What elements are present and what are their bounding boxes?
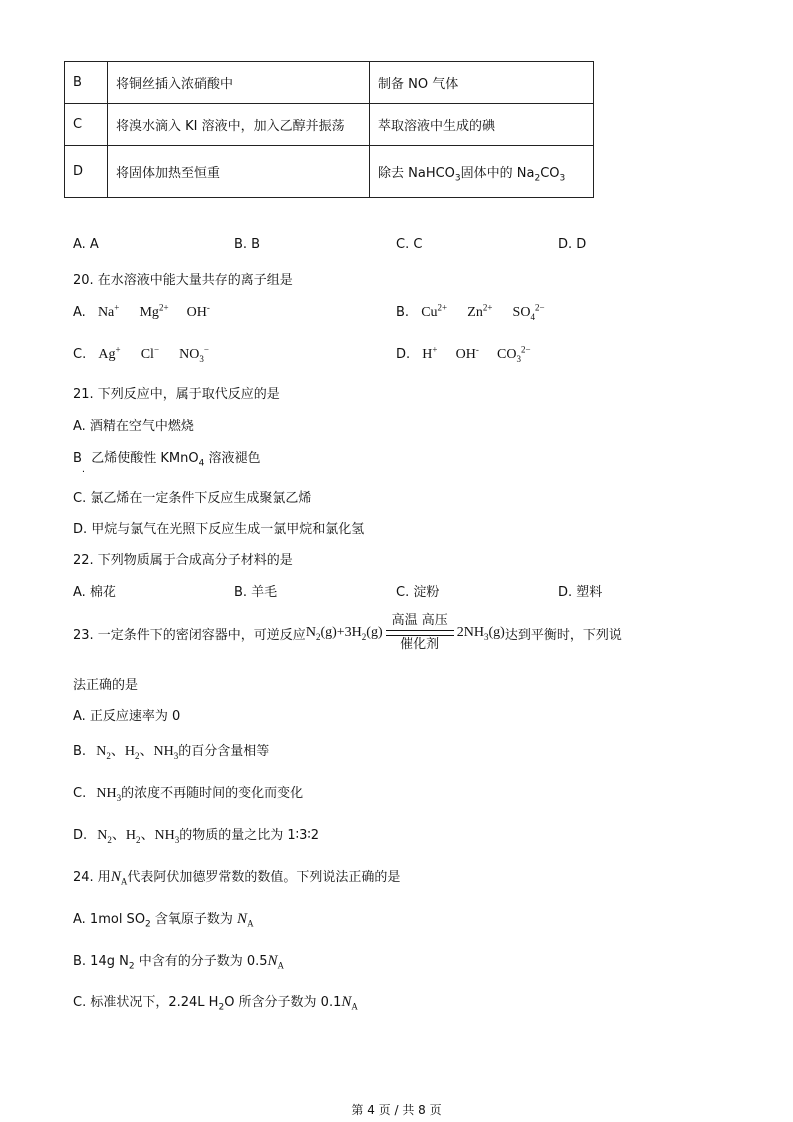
subscript: A	[120, 876, 128, 887]
text: 中含有的分子数为 0.5	[134, 954, 268, 969]
q20-option-c	[73, 344, 209, 364]
q19-option-b: B. B	[234, 237, 261, 252]
row-operation: 将固体加热至恒重	[108, 146, 370, 198]
subscript: 2	[128, 961, 135, 972]
row-key: C	[65, 104, 108, 146]
subscript: 2	[136, 834, 141, 845]
q24-option-c	[73, 991, 358, 1011]
charge: +	[432, 344, 438, 355]
q23-stem	[73, 613, 622, 653]
text: 溶液褪色	[204, 451, 261, 466]
row-goal: 萃取溶液中生成的碘	[370, 104, 594, 146]
q20-option-a	[73, 302, 210, 321]
q19-option-d: D. D	[558, 237, 587, 252]
text: N	[305, 625, 316, 640]
text: 、H	[110, 744, 135, 759]
subscript: 2	[107, 834, 112, 845]
row-operation: 将铜丝插入浓硝酸中	[108, 62, 370, 104]
text: N	[97, 828, 108, 843]
subscript: 3	[559, 173, 566, 184]
q21-option-a: A. 酒精在空气中燃烧	[73, 419, 194, 434]
charge: 2−	[534, 302, 545, 313]
charge: −	[153, 344, 160, 355]
table-row	[65, 104, 594, 146]
text: 2NH	[456, 625, 484, 640]
text: 乙烯使酸性 KMnO	[91, 451, 199, 466]
q21-option-b	[73, 447, 261, 475]
subscript: 2	[315, 631, 321, 642]
text: A. 1mol SO	[73, 912, 146, 927]
text: 代表阿伏加德罗常数的数值。下列说法正确的是	[127, 870, 401, 885]
subscript: 3	[174, 834, 180, 845]
q23-option-b	[73, 740, 269, 760]
subscript: 3	[116, 792, 122, 803]
ion: CO	[497, 347, 517, 362]
text: N	[96, 744, 107, 759]
option-label: B.	[73, 744, 87, 759]
q22-stem: 22. 下列物质属于合成高分子材料的是	[73, 553, 293, 568]
subscript: 3	[516, 353, 521, 364]
text: (g)	[366, 625, 383, 640]
avogadro-symbol: N	[110, 869, 121, 885]
option-label: D.	[396, 347, 411, 362]
q23-option-d	[73, 824, 319, 844]
q19-option-c: C. C	[396, 237, 423, 252]
q20-option-d	[396, 344, 531, 364]
equilibrium-arrow-icon	[386, 630, 454, 636]
q23-option-c	[73, 782, 303, 802]
ion: Na	[97, 305, 115, 320]
text: B. 14g N	[73, 954, 129, 969]
q20-stem: 20. 在水溶液中能大量共存的离子组是	[73, 273, 293, 288]
ion: H	[422, 347, 433, 362]
option-dot: .	[81, 464, 86, 475]
q19-option-a: A. A	[73, 237, 99, 252]
option-label: C.	[73, 786, 87, 801]
text: (g)+3H	[320, 625, 362, 640]
subscript: 2	[534, 173, 541, 184]
condition-bottom: 催化剂	[400, 637, 440, 652]
text: CO	[540, 166, 560, 181]
text: 24. 用	[73, 870, 111, 885]
subscript: 2	[134, 750, 140, 761]
charge: 2+	[158, 302, 169, 313]
charge: -	[475, 344, 479, 355]
ion: OH	[186, 305, 207, 320]
ion: SO	[512, 305, 531, 320]
q20-option-b	[396, 302, 545, 322]
q21-option-c: C. 氯乙烯在一定条件下反应生成聚氯乙烯	[73, 491, 312, 506]
text: 23. 一定条件下的密闭容器中，可逆反应	[73, 627, 306, 643]
text: NH	[96, 786, 117, 801]
table-row	[65, 146, 594, 198]
row-key: B	[65, 62, 108, 104]
option-label: A.	[73, 305, 86, 320]
options-table	[64, 61, 594, 198]
ion: Cu	[421, 305, 438, 320]
option-label: C.	[73, 347, 87, 362]
text: 除去 NaHCO	[378, 166, 455, 181]
text: 的百分含量相等	[178, 744, 270, 759]
avogadro-symbol: N	[267, 953, 278, 969]
q21-option-d: D. 甲烷与氯气在光照下反应生成一氯甲烷和氯化氢	[73, 522, 365, 537]
subscript: 4	[198, 458, 205, 469]
subscript: 3	[454, 173, 461, 184]
subscript: 3	[199, 353, 204, 364]
text: 达到平衡时，下列说	[504, 627, 622, 643]
charge: −	[203, 344, 209, 355]
charge: 2+	[482, 302, 493, 313]
reaction-arrow	[386, 613, 454, 653]
option-label: B	[73, 451, 82, 466]
subscript: 2	[145, 919, 151, 930]
text: 含氧原子数为	[150, 912, 238, 927]
q22-option-a: A. 棉花	[73, 585, 116, 600]
row-key: D	[65, 146, 108, 198]
ion: Cl	[140, 347, 154, 362]
ion: Mg	[139, 305, 159, 320]
charge: -	[206, 302, 210, 313]
q22-option-b: B. 羊毛	[234, 585, 278, 600]
text: 、H	[111, 828, 137, 843]
option-label: B.	[396, 305, 410, 320]
subscript: A	[247, 918, 254, 929]
page-footer: 第 4 页 / 共 8 页	[351, 1103, 442, 1117]
table-row	[65, 62, 594, 104]
q23-option-a: A. 正反应速率为 0	[73, 709, 181, 724]
option-label: D.	[73, 828, 88, 843]
subscript: 2	[361, 631, 367, 642]
charge: +	[115, 344, 121, 355]
q24-stem	[73, 866, 400, 886]
charge: 2−	[520, 344, 531, 355]
q24-option-a	[73, 908, 254, 928]
text: C. 标准状况下，2.24L H	[73, 995, 219, 1010]
subscript: 2	[218, 1002, 225, 1013]
ion: OH	[455, 347, 476, 362]
row-goal: 制备 NO 气体	[370, 62, 594, 104]
row-operation: 将溴水滴入 KI 溶液中，加入乙醇并振荡	[108, 104, 370, 146]
avogadro-symbol: N	[341, 994, 352, 1010]
ion: Zn	[467, 305, 483, 320]
text: 的物质的量之比为 1∶3∶2	[179, 828, 319, 843]
text: O 所含分子数为 0.1	[224, 995, 342, 1010]
subscript: A	[351, 1001, 358, 1012]
q21-stem: 21. 下列反应中，属于取代反应的是	[73, 387, 280, 402]
ion: Ag	[98, 347, 116, 362]
q23-stem-line2: 法正确的是	[73, 678, 139, 693]
text: (g)	[488, 625, 505, 640]
subscript: 3	[483, 631, 489, 642]
ion: NO	[179, 347, 200, 362]
condition-top: 高温 高压	[391, 613, 448, 628]
row-goal	[370, 146, 594, 198]
q22-option-d: D. 塑料	[558, 585, 603, 600]
q24-option-b	[73, 950, 284, 970]
subscript: 2	[106, 750, 111, 761]
text: 、NH	[139, 744, 174, 759]
charge: 2+	[437, 302, 448, 313]
text: 固体中的 Na	[460, 166, 535, 181]
q22-option-c: C. 淀粉	[396, 585, 440, 600]
subscript: 4	[530, 311, 535, 322]
text: 、NH	[140, 828, 175, 843]
subscript: A	[277, 960, 285, 971]
avogadro-symbol: N	[237, 911, 248, 927]
charge: +	[114, 302, 120, 313]
text: 的浓度不再随时间的变化而变化	[121, 786, 304, 801]
subscript: 3	[173, 750, 179, 761]
